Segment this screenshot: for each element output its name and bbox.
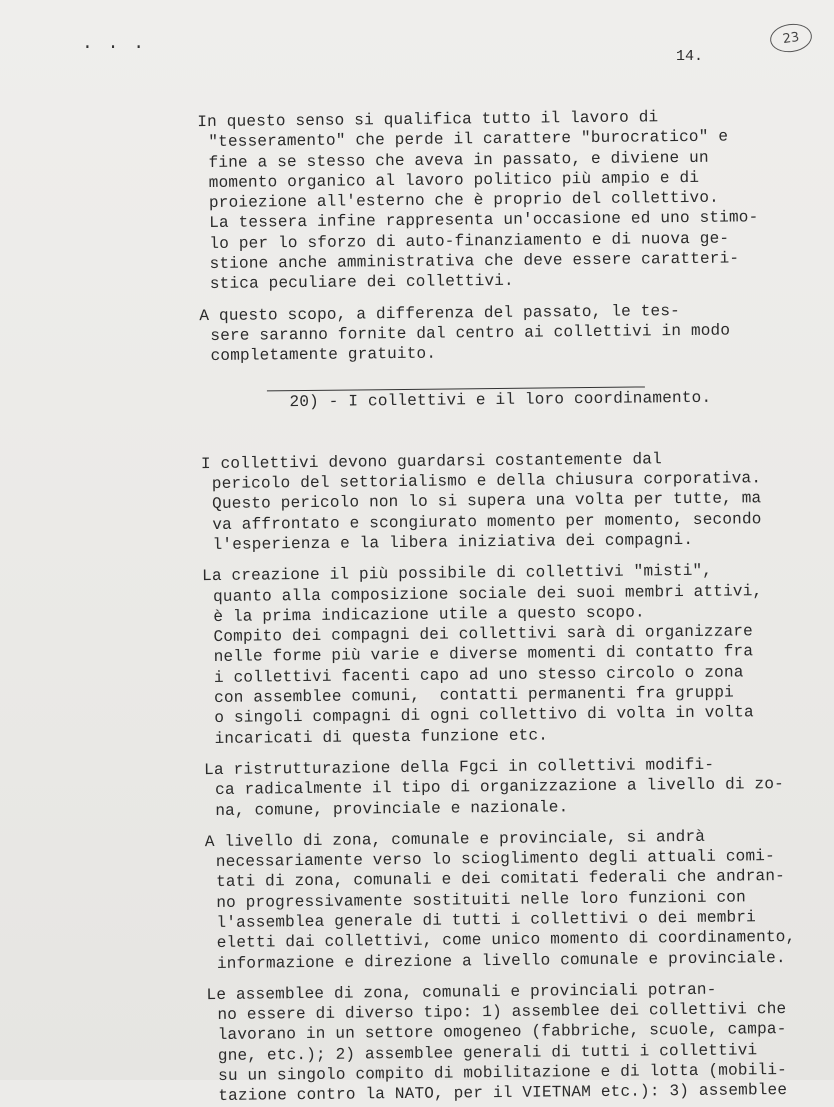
margin-dots: . . . — [82, 34, 147, 54]
text-line: tati di zona, comunali e dei comitati federali che andran- — [215, 867, 785, 892]
paragraph — [162, 560, 815, 749]
text-line: necessariamente verso lo scioglimento degli attuali comi- — [215, 847, 775, 872]
page-number: 14. — [676, 48, 704, 65]
text-line: con assemblee comuni, contatti permanenti fra gruppi — [214, 683, 735, 707]
text-line: no essere di diverso tipo: 1) assemblee dei collettivi che — [217, 1000, 787, 1025]
text-line: I collettivi devono guardarsi costantemente dal — [161, 450, 662, 474]
text-line: La ristrutturazione della Fgci in collettivi modifi- — [164, 755, 715, 780]
text-line: l'esperienza e la libera iniziativa dei compagni. — [212, 530, 694, 554]
text-line: va affrontato e scongiurato momento per momento, secondo — [212, 509, 762, 534]
text-line: Le assemblee di zona, comunali e provinciali potran- — [167, 980, 717, 1005]
text-line: incaricati di questa funzione etc. — [214, 726, 549, 748]
text-line: tazione contro la NATO, per il VIETNAM etc.): 3) assemblee — [218, 1081, 788, 1106]
text-line: Compito dei compagni dei collettivi sarà di organizzare — [213, 622, 754, 647]
text-line: ca radicalmente il tipo di organizzazione a livello di zo- — [215, 775, 785, 800]
text-line: quanto alla composizione sociale dei suoi membri attivi, — [212, 581, 763, 606]
text-line: è la prima indicazione utile a questo scopo. — [213, 603, 645, 626]
text-line: lavorano in un settore omogeneo (fabbriche, scuole, campa- — [217, 1020, 787, 1045]
text-line: fine a se stesso che aveva in passato, e diviene un — [208, 148, 709, 172]
typed-text-body — [158, 106, 818, 1107]
text-line: "tesseramento" che perde il carattere "burocratico" e — [208, 127, 729, 152]
text-line: informazione e direzione a livello comunale e provinciale. — [216, 948, 786, 973]
text-line: gne, etc.); 2) assemblee generali di tutti i collettivi — [217, 1041, 758, 1065]
section-heading-text: 20) - I collettivi e il loro coordinamento. — [289, 388, 712, 412]
stamp-number: 23 — [781, 29, 801, 47]
archive-stamp — [768, 21, 813, 55]
text-line: eletti dai collettivi, come unico momento di coordinamento, — [216, 928, 796, 953]
text-line: momento organico al lavoro politico più ampio e di — [208, 168, 700, 192]
text-line: i collettivi facenti capo ad uno stesso circolo o zona — [213, 663, 744, 687]
text-line: pericolo del settorialismo e della chiusura corporativa. — [211, 469, 762, 494]
paragraph — [167, 979, 818, 1107]
text-line: no progressivamente sostituiti nelle loro funzioni con — [216, 888, 746, 912]
paragraph — [164, 754, 816, 821]
text-line: o singoli compagni di ogni collettivo di volta in volta — [214, 703, 754, 728]
text-line: A questo scopo, a differenza del passato, le tes- — [160, 301, 681, 326]
section-heading — [211, 366, 812, 453]
text-line: na, comune, provinciale e nazionale. — [215, 797, 569, 820]
section-20 — [161, 366, 813, 555]
text-line: completamente gratuito. — [210, 344, 437, 366]
text-line: lo per lo sforzo di auto-finanziamento e di nuova ge- — [209, 229, 730, 253]
text-line: La tessera infine rappresenta un'occasione ed uno stimo- — [209, 208, 759, 233]
text-line: sere saranno fornite dal centro ai collettivi in modo — [210, 321, 731, 345]
text-line: l'assemblea generale di tutti i collettivi o dei membri — [216, 908, 756, 932]
paragraph — [165, 825, 817, 973]
text-line: proiezione all'esterno che è proprio del collettivo. — [208, 188, 720, 213]
paragraph — [158, 106, 810, 295]
text-line: A livello di zona, comunale e provinciale, si andrà — [165, 827, 706, 852]
text-line: Questo pericolo non lo si supera una volta per tutte, ma — [212, 489, 762, 514]
text-line: In questo senso si qualifica tutto il lavoro di — [158, 108, 659, 132]
text-line: nelle forme più varie e diverse momenti di contatto fra — [213, 642, 754, 667]
text-line: La creazione il più possibile di collettivi "misti", — [162, 561, 713, 586]
paragraph — [160, 299, 811, 366]
text-line: stica peculiare dei collettivi. — [209, 272, 514, 294]
text-line: stione anche amministrativa che deve essere caratteri- — [209, 249, 740, 274]
text-line: su un singolo compito di mobilitazione e di lotta (mobili- — [218, 1061, 788, 1086]
